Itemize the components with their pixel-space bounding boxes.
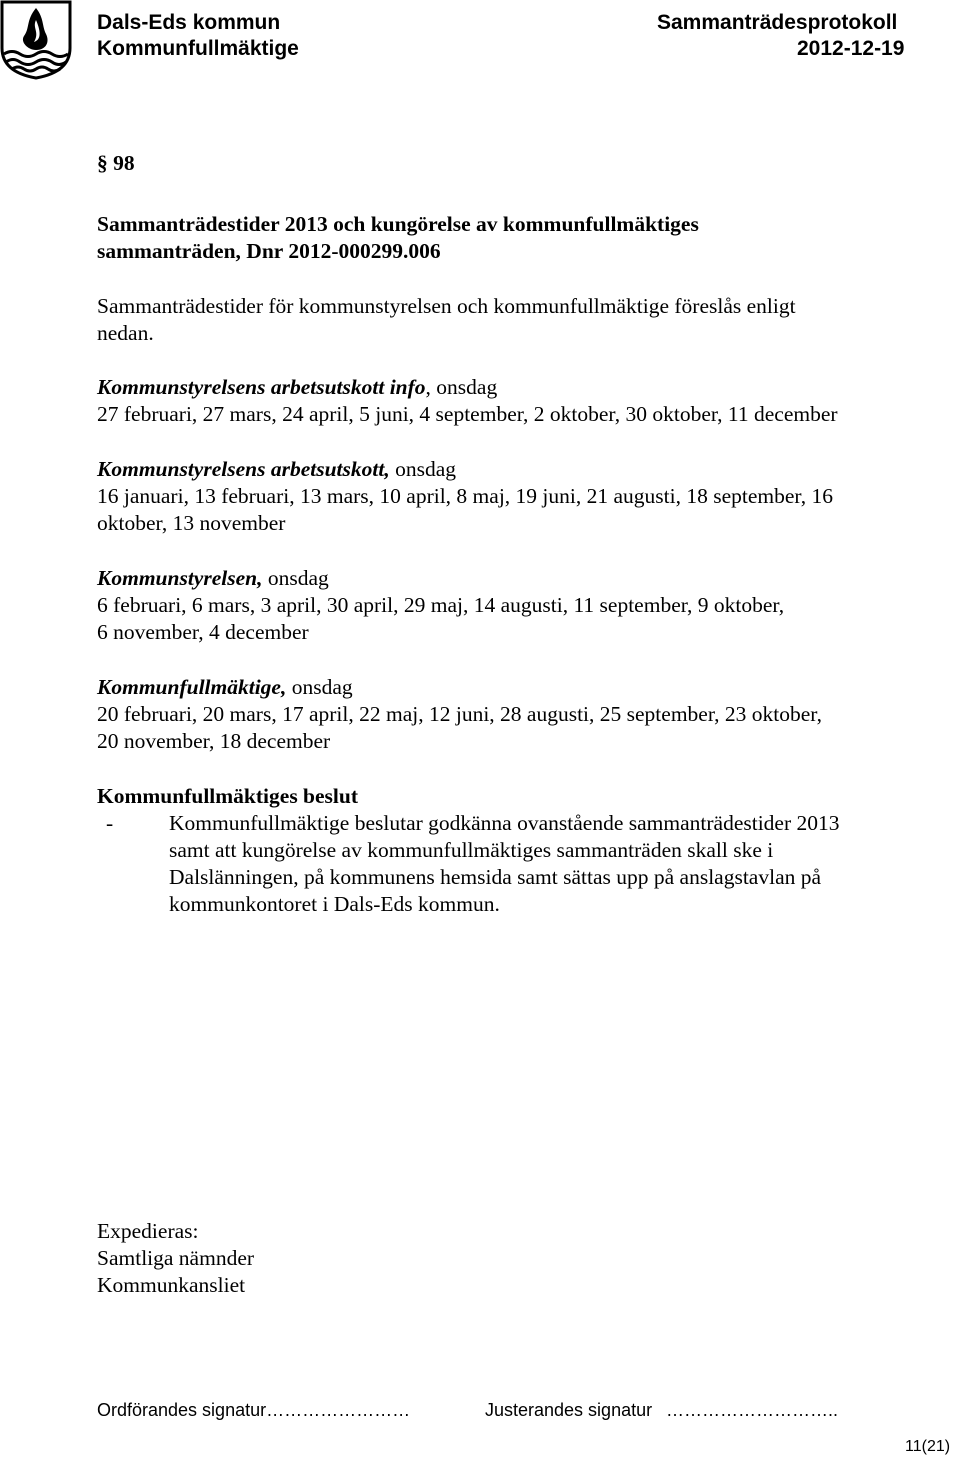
schedule-dates: 6 november, 4 december <box>97 620 309 644</box>
decision-line: Kommunfullmäktige beslutar godkänna ovanstående sammanträdestider 2013 <box>169 811 840 835</box>
section-title-line-1: Sammanträdestider 2013 och kungörelse av kommunfullmäktiges <box>97 212 699 236</box>
schedule-dates: 6 februari, 6 mars, 3 april, 30 april, 29 maj, 14 augusti, 11 september, 9 oktober, <box>97 593 785 617</box>
decision-line: Dalslänningen, på kommunens hemsida samt sättas upp på anslagstavlan på <box>169 865 822 889</box>
decision-line: kommunkontoret i Dals-Eds kommun. <box>169 892 500 916</box>
schedule-dates: 20 november, 18 december <box>97 729 331 753</box>
schedule-organ: Kommunfullmäktige, <box>97 675 287 699</box>
intro-line-2: nedan. <box>97 321 154 345</box>
municipality-coat-of-arms-logo <box>0 0 72 80</box>
schedule-dates: 16 januari, 13 februari, 13 mars, 10 april, 8 maj, 19 juni, 21 augusti, 18 september, 16 <box>97 484 833 508</box>
schedule-day: , onsdag <box>425 375 498 399</box>
schedule-dates: oktober, 13 november <box>97 511 286 535</box>
chair-signature-field: Ordförandes signatur…………………… <box>97 1400 411 1420</box>
document-type: Sammanträdesprotokoll <box>657 11 898 34</box>
schedule-organ: Kommunstyrelsens arbetsutskott, <box>97 457 390 481</box>
schedule-organ: Kommunstyrelsens arbetsutskott info <box>97 375 426 399</box>
distribution-recipient: Kommunkansliet <box>97 1273 246 1297</box>
decision-line: samt att kungörelse av kommunfullmäktiges sammanträden skall ske i <box>169 838 774 862</box>
org-name: Dals-Eds kommun <box>97 11 281 34</box>
schedule-heading <box>97 456 456 483</box>
schedule-dates: 27 februari, 27 mars, 24 april, 5 juni, 4 september, 2 oktober, 30 oktober, 11 december <box>97 402 838 426</box>
decision-heading: Kommunfullmäktiges beslut <box>97 784 359 808</box>
schedule-dates: 20 februari, 20 mars, 17 april, 22 maj, 12 juni, 28 augusti, 25 september, 23 oktober, <box>97 702 822 726</box>
adjuster-signature-label: Justerandes signatur <box>485 1400 653 1420</box>
section-number: § 98 <box>97 151 135 175</box>
decision-bullet: - <box>106 811 114 835</box>
page-number: 11(21) <box>905 1438 951 1455</box>
distribution-label: Expedieras: <box>97 1219 199 1243</box>
adjuster-signature-line: ……………………….. <box>666 1400 839 1420</box>
meeting-date: 2012-12-19 <box>797 37 905 60</box>
body-name: Kommunfullmäktige <box>97 37 299 60</box>
schedule-day: onsdag <box>262 566 329 590</box>
schedule-heading <box>97 565 329 592</box>
schedule-organ: Kommunstyrelsen, <box>97 566 263 590</box>
distribution-recipient: Samtliga nämnder <box>97 1246 255 1270</box>
schedule-day: onsdag <box>389 457 456 481</box>
schedule-day: onsdag <box>286 675 353 699</box>
section-title-line-2: sammanträden, Dnr 2012-000299.006 <box>97 239 441 263</box>
schedule-heading <box>97 674 353 701</box>
schedule-heading <box>97 374 497 401</box>
intro-line-1: Sammanträdestider för kommunstyrelsen och kommunfullmäktige föreslås enligt <box>97 294 796 318</box>
